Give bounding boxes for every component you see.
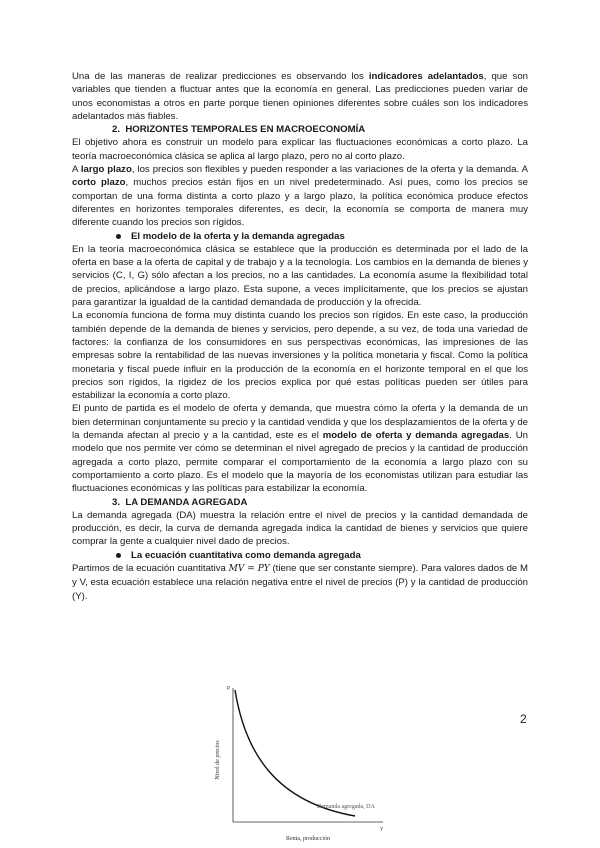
paragraph-indicadores: Una de las maneras de realizar predicciones es observando los indicadores adelantados, que son variables que tienden a fluctuar antes que la economía en general. Las predicciones pueden variar de unos economistas a otros en parte porque tienen opiniones diferentes sobre cuáles son los indicadores adelantados más fiables. [72, 71, 528, 122]
document-body [72, 70, 528, 603]
term-indicadores-adelantados: indicadores adelantados [368, 71, 484, 82]
y-axis-top-label: P [227, 686, 231, 692]
x-axis-end-label: Y [380, 827, 384, 833]
page-number: 2 [520, 712, 527, 726]
bullet-heading-ecuacion: La ecuación cuantitativa como demanda agregada [72, 549, 528, 562]
term-corto-plazo: corto plazo [72, 177, 126, 189]
bullet-icon [116, 553, 121, 558]
paragraph-largo-corto-plazo: A largo plazo, los precios son flexibles y pueden responder a las variaciones de la oferta y la demanda. A corto plazo, muchos precios están fijos en un nivel predeterminado. Así pues, como los precios se comportan de una forma distinta a corto plazo y a largo plazo, la política económica produce efectos diferentes en horizontes temporales diferentes, es decir, la economía se comporta de manera muy diferente cuando los precios son rígidos. [72, 164, 528, 229]
section-heading-horizontes: 2. HORIZONTES TEMPORALES EN MACROECONOMÍA [112, 124, 366, 136]
y-axis-label: Nivel de precios [215, 740, 221, 780]
bullet-icon [116, 234, 121, 239]
bullet-heading-modelo: El modelo de la oferta y la demanda agregadas [72, 230, 528, 243]
x-axis-label: Renta, producción [286, 836, 330, 842]
curve-label: Demanda agregada, DA [317, 804, 375, 810]
term-modelo-oferta-demanda: modelo de oferta y demanda agregadas [322, 430, 510, 442]
section-heading-demanda: 3. LA DEMANDA AGREGADA [112, 496, 248, 508]
paragraph-precios-rigidos: La economía funciona de forma muy distinta cuando los precios son rígidos. En este caso, la producción también depende de la demanda de bienes y servicios, pero depende, a su vez, de toda una variedad de factores: la confianza de los consumidores en sus perspectivas económicas, las impresiones de las empresas sobre la rentabilidad de las nuevas inversiones y la política monetaria y fiscal. Como la política monetaria y fiscal puede influir en la producción de la economía en el horizonte temporal en el que los precios son rígidos, la rigidez de los precios explica por qué estas políticas pueden ser útiles para estabilizar la economía a corto plazo. [72, 310, 528, 402]
paragraph-teoria-clasica: En la teoría macroeconómica clásica se establece que la producción es determinada por el lado de la oferta en base a la oferta de capital y de trabajo y a la tecnología. Los cambios en la demanda de bienes y servicios (C, I, G) sólo afectan a los precios, no a las cantidades. La economía asume la flexibilidad total de precios, aplicándose a largo plazo. Esta supone, a veces implícitamente, que los precios se ajustan para garantizar la igualdad de la cantidad demandada de producción y la ofrecida. [72, 243, 528, 309]
equation-mv-py: MV = PY [228, 563, 270, 574]
demand-curve-figure [205, 682, 395, 842]
paragraph-ecuacion-cuantitativa: Partimos de la ecuación cuantitativa MV = PY (tiene que ser constante siempre). Para valores dados de M y V, esta ecuación establece una relación negativa entre el nivel de precios (P) y la cantidad de producción (Y). [72, 562, 528, 602]
paragraph-demanda-agregada: La demanda agregada (DA) muestra la relación entre el nivel de precios y la cantidad demandada de producción, es decir, la curva de demanda agregada indica la cantidad de bienes y servicios que quiere comprar la gente a cualquier nivel dado de precios. [72, 509, 528, 548]
term-largo-plazo: largo plazo [80, 164, 132, 176]
paragraph-punto-partida: El punto de partida es el modelo de oferta y demanda, que muestra cómo la oferta y la demanda de un bien determinan conjuntamente su precio y la cantidad vendida y que los desplazamientos de la oferta y de la demanda afectan al precio y a la cantidad, este es el modelo de oferta y demanda agregadas. Un modelo que nos permite ver cómo se determinan el nivel agregado de precios y la cantidad de producción agregada a corto plazo, permite comparar el comportamiento de la economía a largo plazo con su comportamiento a corto plazo. Es el modelo que la mayoría de los economistas utilizan para estudiar las fluctuaciones económicas y las políticas para estabilizar la economía. [72, 403, 528, 495]
paragraph-objetivo: El objetivo ahora es construir un modelo para explicar las fluctuaciones económicas a corto plazo. La teoría macroeconómica clásica se aplica al largo plazo, pero no al corto plazo. [72, 137, 528, 162]
aggregate-demand-curve [235, 690, 355, 816]
